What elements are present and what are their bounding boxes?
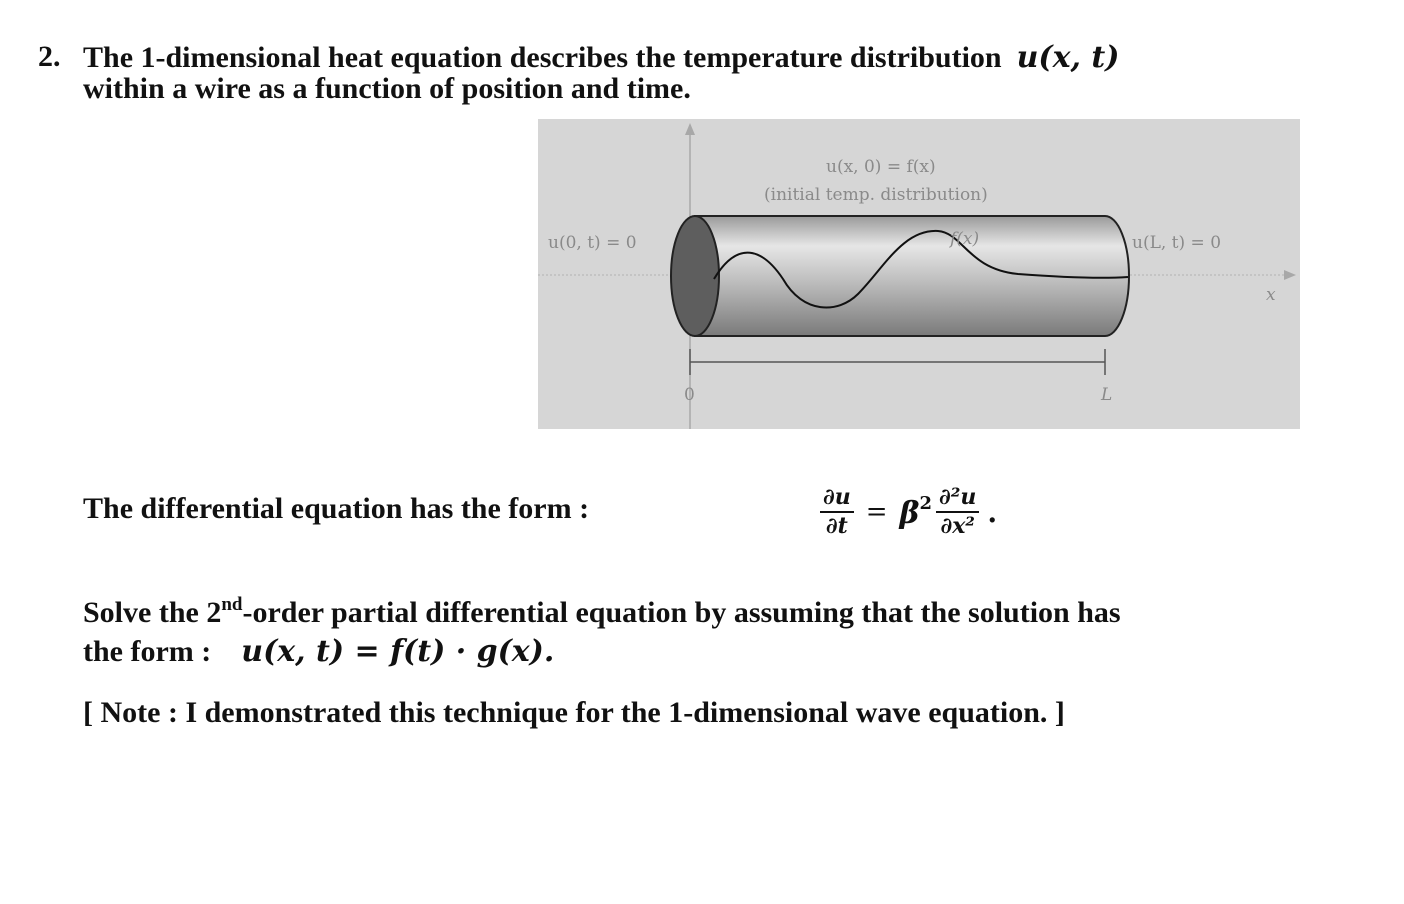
beta-symbol: β [899,496,920,531]
beta-coefficient [900,493,936,531]
length-label: L [1101,385,1113,405]
question-number: 2. [38,40,61,73]
solve-line-2-text: the form : [83,635,212,668]
question-line-2: within a wire as a function of position and time. [83,72,691,105]
rhs-numerator: ∂²u [936,486,979,513]
x-axis-label: x [1266,285,1276,305]
wire-left-end [671,216,719,336]
note-text: [ Note : I demonstrated this technique for the 1-dimensional wave equation. ] [83,696,1065,729]
solve-line-2-math: u(x, t) = f(t) · g(x). [241,634,555,669]
heat-wire-figure [538,119,1300,429]
solve-line-1 [83,594,1121,630]
lhs-denominator: ∂t [825,513,848,539]
lhs-numerator: ∂u [820,486,854,513]
equation-period: . [987,495,998,529]
question-line-1-math: u(x, t) [1016,40,1120,75]
form-statement: The differential equation has the form : [83,492,590,525]
solve-line-1-a: Solve the 2 [83,596,222,629]
solve-line-1-sup: nd [221,594,243,615]
origin-label: 0 [684,385,695,405]
rhs-fraction [936,483,979,539]
lhs-fraction [820,483,854,539]
heat-equation [820,474,997,550]
solve-line-1-b: -order partial differential equation by assuming that the solution has [242,596,1121,629]
horizontal-axis-arrow [1284,270,1296,280]
vertical-axis-arrow [685,123,695,135]
left-boundary-label: u(0, t) = 0 [548,233,637,253]
question-line-1-text: The 1-dimensional heat equation describes the temperature distribution [83,41,1002,74]
solve-line-2 [83,634,554,669]
rhs-denominator: ∂x² [940,513,975,539]
question-line-1 [83,40,1119,75]
equals-sign: = [865,497,888,527]
beta-exponent: 2 [919,493,932,514]
right-boundary-label: u(L, t) = 0 [1132,233,1222,253]
curve-label: f(x) [950,229,980,249]
initial-condition-label: u(x, 0) = f(x) [826,157,936,177]
initial-caption-label: (initial temp. distribution) [764,185,988,205]
